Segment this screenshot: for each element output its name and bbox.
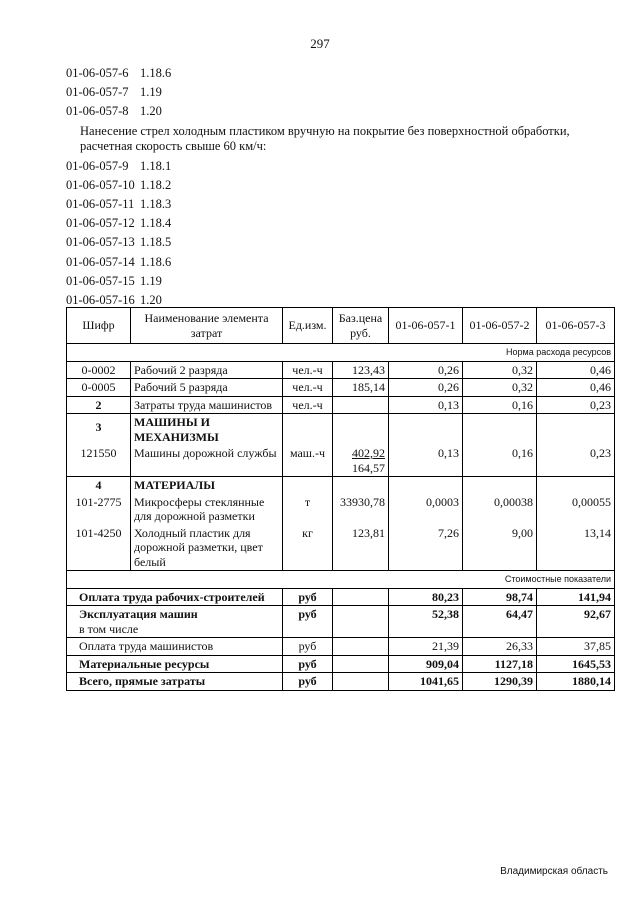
cell-price: 185,14 [333,379,389,397]
cell-value: 0,32 [463,361,537,379]
cell-name: Холодный пластик для дорожной разметки, цвет белый [131,525,283,571]
total-unit: руб [283,655,333,673]
code-ref: 1.20 [140,104,162,119]
cell-value: 0,13 [389,396,463,414]
cell-name: Рабочий 5 разряда [131,379,283,397]
header-col2: 01-06-057-2 [463,308,537,344]
code-ref: 1.18.3 [140,197,172,212]
cell-value: 0,00055 [537,494,615,525]
table-header-row [67,308,615,344]
total-value: 37,85 [537,638,615,656]
table-row [67,445,615,477]
cell-value: 0,13 [389,445,463,477]
header-col1: 01-06-057-1 [389,308,463,344]
group-header-row [67,414,615,446]
code-ref: 1.19 [140,273,162,288]
code-line [66,176,606,195]
total-value: 141,94 [537,588,615,606]
total-row [67,588,615,606]
section-row [67,571,615,589]
cell-value: 0,32 [463,379,537,397]
total-row [67,655,615,673]
code-ref: 1.20 [140,293,162,308]
total-value: 1127,18 [463,655,537,673]
table-row [67,361,615,379]
cell-code: 101-2775 [67,494,131,525]
cell-value: 0,46 [537,361,615,379]
total-value: 1041,65 [389,673,463,691]
total-name: Всего, прямые затраты [67,673,283,691]
code-line [66,214,606,233]
table-row [67,396,615,414]
code-line [66,233,606,252]
header-code: Шифр [67,308,131,344]
code-line [66,195,606,214]
cell-value: 0,16 [463,445,537,477]
group-title: МАТЕРИАЛЫ [131,477,283,494]
total-value: 52,38 [389,606,463,638]
total-row [67,638,615,656]
code-ref: 1.18.4 [140,216,172,231]
table-row [67,525,615,571]
code-line [66,157,606,176]
table-row [67,494,615,525]
total-value: 98,74 [463,588,537,606]
code-list [66,64,606,310]
cell-name: Машины дорожной службы [131,445,283,477]
cell-unit: т [283,494,333,525]
cell-price: 33930,78 [333,494,389,525]
cell-price: 123,43 [333,361,389,379]
total-value: 1645,53 [537,655,615,673]
cell-unit: кг [283,525,333,571]
total-unit: руб [283,673,333,691]
total-row [67,606,615,638]
cell-value: 7,26 [389,525,463,571]
code: 01-06-057-15 [66,273,135,288]
cell-name: Рабочий 2 разряда [131,361,283,379]
cell-value: 0,26 [389,379,463,397]
section-row [67,344,615,362]
cell-code: 0-0002 [67,361,131,379]
cell-value: 0,23 [537,396,615,414]
cell-value: 13,14 [537,525,615,571]
total-value: 64,47 [463,606,537,638]
total-unit: руб [283,638,333,656]
code-ref: 1.19 [140,85,162,100]
cell-value: 9,00 [463,525,537,571]
total-value: 26,33 [463,638,537,656]
price-top: 402,92 [352,446,385,460]
cell-value: 0,26 [389,361,463,379]
code-ref: 1.18.6 [140,66,172,80]
code-line [66,83,606,102]
total-name: Оплата труда рабочих-строителей [67,588,283,606]
cell-unit: чел.-ч [283,396,333,414]
code-line [66,64,606,83]
code-ref: 1.18.5 [140,235,172,250]
header-unit: Ед.изм. [283,308,333,344]
code: 01-06-057-7 [66,85,129,100]
header-col3: 01-06-057-3 [537,308,615,344]
section-norm-label: Норма расхода ресурсов [67,344,615,362]
total-name-cell [67,606,283,638]
code-ref: 1.18.6 [140,254,172,269]
total-name: Материальные ресурсы [67,655,283,673]
total-value: 21,39 [389,638,463,656]
cell-unit: чел.-ч [283,361,333,379]
total-name: Оплата труда машинистов [67,638,283,656]
cell-code: 121550 [67,445,131,477]
resource-norm-table [66,307,615,691]
cell-value: 0,00038 [463,494,537,525]
cell-name: Затраты труда машинистов [131,396,283,414]
group-header-row [67,477,615,494]
code: 01-06-057-13 [66,235,135,250]
code: 01-06-057-14 [66,254,135,269]
cell-price [333,445,389,477]
group-number: 3 [67,414,131,446]
cell-value: 0,46 [537,379,615,397]
page-number: 297 [310,36,330,51]
code: 01-06-057-6 [66,66,129,80]
total-unit: руб [283,588,333,606]
cell-price [333,396,389,414]
cell-name: Микросферы стеклянные для дорожной разметки [131,494,283,525]
code: 01-06-057-16 [66,293,135,308]
header-price: Баз.цена руб. [333,308,389,344]
code-line [66,272,606,291]
price-bottom: 164,57 [352,460,385,475]
cell-price: 123,81 [333,525,389,571]
total-value: 92,67 [537,606,615,638]
section-cost-label: Стоимостные показатели [67,571,615,589]
cell-code: 101-4250 [67,525,131,571]
total-value: 1290,39 [463,673,537,691]
cell-unit: маш.-ч [283,445,333,477]
total-value: 1880,14 [537,673,615,691]
group-title: МАШИНЫ И МЕХАНИЗМЫ [131,414,283,446]
total-subnote: в том числе [79,621,139,636]
code: 01-06-057-10 [66,177,135,192]
cell-value: 0,23 [537,445,615,477]
section-description: Нанесение стрел холодным пластиком вручную на покрытие без поверхностной обработки, расчетная скорость свыше 60 км/ч: [80,123,570,154]
cell-unit: чел.-ч [283,379,333,397]
total-value: 909,04 [389,655,463,673]
code-ref: 1.18.1 [140,158,172,173]
code: 01-06-057-9 [66,158,129,173]
group-number: 4 [67,477,131,494]
code: 01-06-057-11 [66,197,135,212]
total-value: 80,23 [389,588,463,606]
code: 01-06-057-8 [66,104,129,119]
total-row [67,673,615,691]
code-ref: 1.18.2 [140,177,172,192]
total-unit: руб [283,606,333,638]
code: 01-06-057-12 [66,216,135,231]
cell-value: 0,0003 [389,494,463,525]
total-name: Эксплуатация машин [79,607,198,621]
region-footer: Владимирская область [500,866,608,877]
table-row [67,379,615,397]
cell-code: 0-0005 [67,379,131,397]
code-line [66,102,606,121]
cell-code: 2 [67,396,131,414]
cell-value: 0,16 [463,396,537,414]
header-name: Наименование элемента затрат [131,308,283,344]
code-line [66,253,606,272]
